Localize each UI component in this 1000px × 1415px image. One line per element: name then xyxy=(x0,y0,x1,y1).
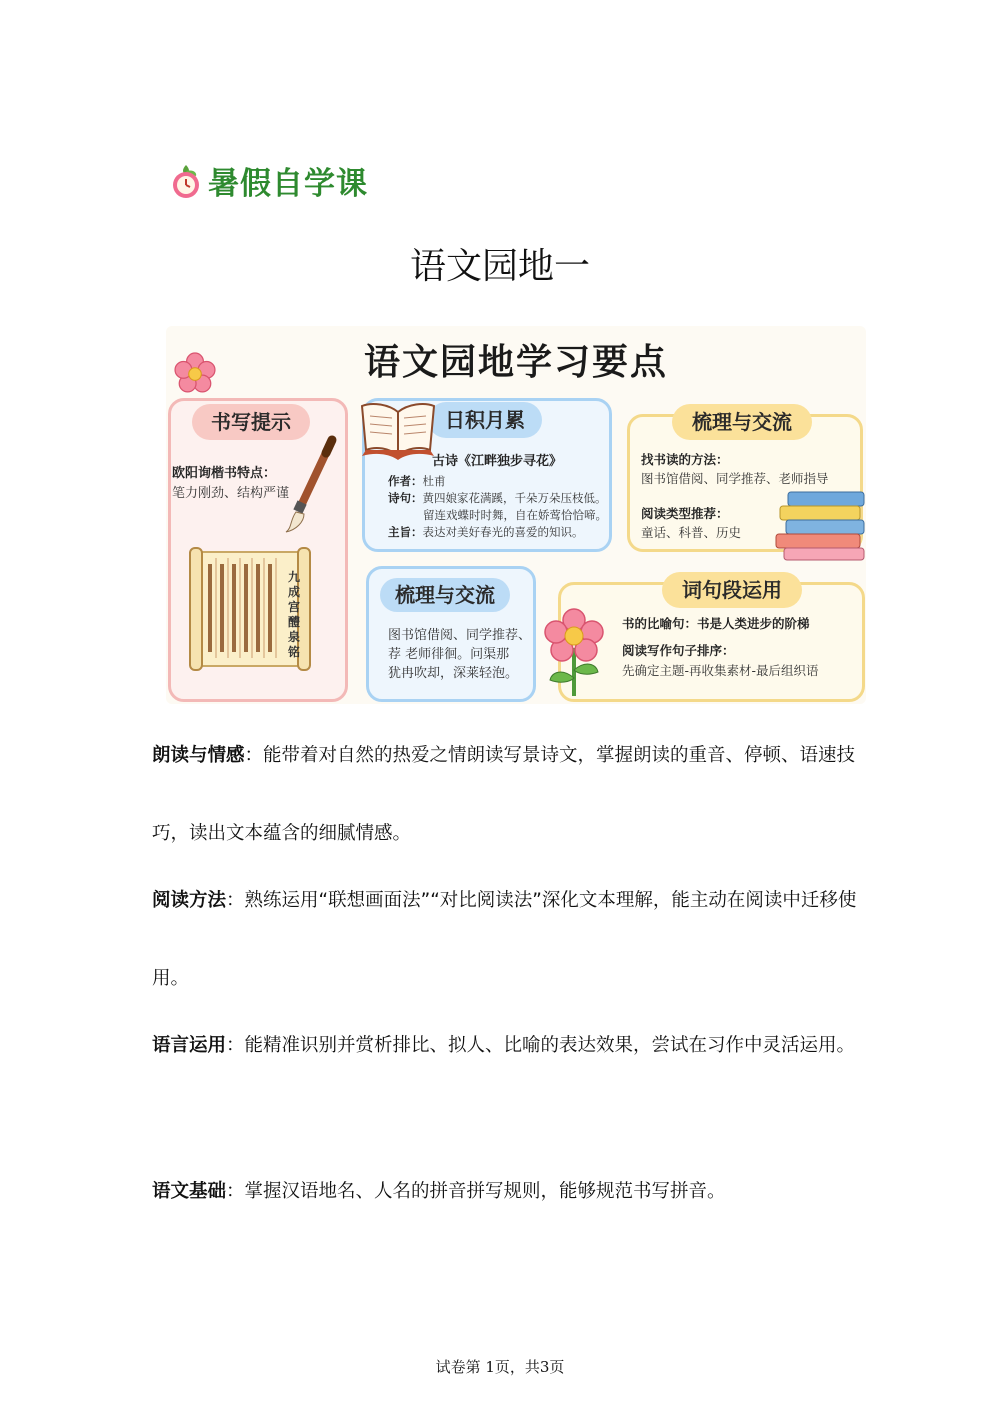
paragraph-text: 能带着对自然的热爱之情朗读写景诗文，掌握朗读的重音、停顿、语速技巧，读出文本蕴含的细腻情感。 xyxy=(152,745,856,844)
card-review-2-line2: 荐 老师徘徊。问渠那 xyxy=(388,647,510,662)
paragraph-label: 朗读与情感 xyxy=(152,745,245,766)
brush-icon xyxy=(280,434,340,534)
card-accumulation-heading: 日积月累 xyxy=(428,402,542,438)
poem-theme: 主旨：表达对美好春光的喜爱的知识。 xyxy=(388,525,584,539)
card-writing-heading: 书写提示 xyxy=(192,404,310,440)
infographic xyxy=(166,326,866,704)
flower-icon xyxy=(174,352,216,394)
card-review-1-heading: 梳理与交流 xyxy=(672,404,812,440)
poem-title: 古诗《江畔独步寻花》 xyxy=(432,454,563,469)
page-title: 语文园地一 xyxy=(409,246,590,287)
card-usage-line1: 书的比喻句：书是人类进步的阶梯 xyxy=(622,616,810,631)
paragraph-label: 语言运用 xyxy=(152,1035,227,1056)
poem-author: 作者：杜甫 xyxy=(388,474,446,488)
card-review-1-line4: 童话、科普、历史 xyxy=(641,525,742,540)
card-review-1-line3: 阅读类型推荐： xyxy=(641,506,729,521)
paragraph-label: 阅读方法 xyxy=(152,890,227,911)
paragraph-language-basics: 语文基础：掌握汉语地名、人名的拼音拼写规则，能够规范书写拼音。 xyxy=(152,1181,726,1202)
card-review-1-line1: 找书读的方法： xyxy=(641,452,729,467)
scroll-title: 九成宫醴泉铭 xyxy=(288,570,301,659)
paragraph-text: 熟练运用“联想画面法”“对比阅读法”深化文本理解，能主动在阅读中迁移使用。 xyxy=(152,890,857,989)
paragraph-reading-method: 阅读方法：熟练运用“联想画面法”“对比阅读法”深化文本理解，能主动在阅读中迁移使用。 xyxy=(152,890,857,989)
poem-verse-2: 留连戏蝶时时舞，自在娇莺恰恰啼。 xyxy=(423,508,607,522)
paragraph-label: 语文基础 xyxy=(152,1181,227,1202)
card-review-1-line2: 图书馆借阅、同学推荐、老师指导 xyxy=(641,471,829,486)
brand-text: 暑假自学课 xyxy=(208,166,368,202)
card-usage-line3: 先确定主题-再收集素材-最后组织语 xyxy=(622,663,819,678)
flower-icon xyxy=(542,608,606,698)
card-writing-line1: 欧阳询楷书特点： xyxy=(172,466,277,481)
book-stack-icon xyxy=(774,490,866,562)
card-review-2-line1: 图书馆借阅、同学推荐、 xyxy=(388,628,532,643)
infographic-title: 语文园地学习要点 xyxy=(363,342,668,383)
open-book-icon xyxy=(358,398,438,462)
paragraph-reading-emotion: 朗读与情感：能带着对自然的热爱之情朗读写景诗文，掌握朗读的重音、停顿、语速技巧，读出文本蕴含的细腻情感。 xyxy=(152,745,856,844)
paragraph-text: 能精准识别并赏析排比、拟人、比喻的表达效果，尝试在习作中灵活运用。 xyxy=(244,1035,856,1056)
page-footer: 试卷第 1页，共3页 xyxy=(435,1358,565,1376)
poem-verse: 诗句：黄四娘家花满蹊，千朵万朵压枝低。 xyxy=(388,491,607,505)
dragonfruit-clock-icon xyxy=(166,161,206,201)
card-usage-line2: 阅读写作句子排序： xyxy=(622,643,735,658)
card-writing-line2: 笔力刚劲、结构严谨 xyxy=(172,486,290,501)
card-review-2-heading: 梳理与交流 xyxy=(380,578,510,612)
card-review-2-line3: 犹冉吹却，深莱轻泡。 xyxy=(388,666,519,681)
brand-logo xyxy=(166,158,368,203)
paragraph-language-use: 语言运用：能精准识别并赏析排比、拟人、比喻的表达效果，尝试在习作中灵活运用。 xyxy=(152,1035,856,1056)
paragraph-text: 掌握汉语地名、人名的拼音拼写规则，能够规范书写拼音。 xyxy=(244,1181,726,1202)
card-usage-heading: 词句段运用 xyxy=(662,572,802,608)
